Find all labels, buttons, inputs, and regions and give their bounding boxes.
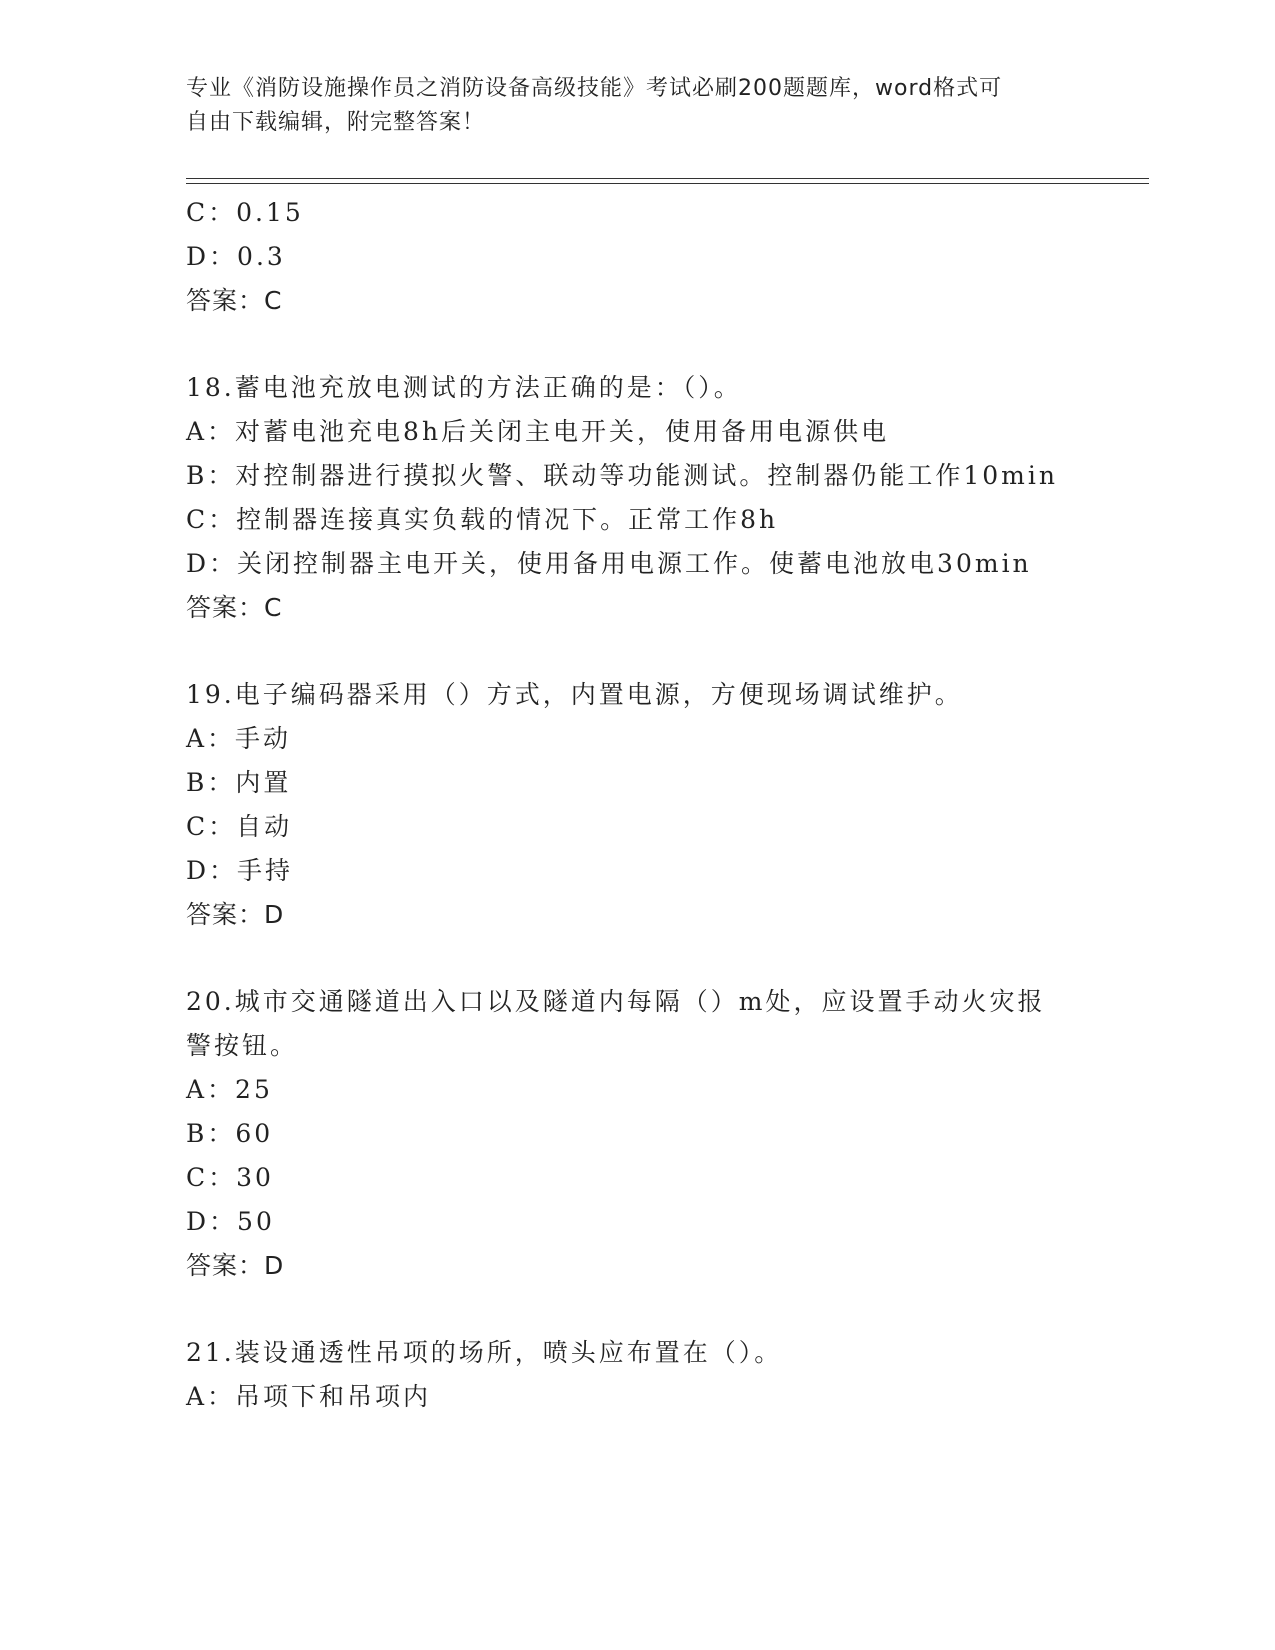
answer-prev: 答案：C [186, 286, 283, 315]
q20-answer: 答案：D [186, 1251, 285, 1280]
q19-option-d: D：手持 [186, 856, 294, 885]
header-divider-bottom [186, 183, 1149, 184]
header-line-2: 自由下载编辑，附完整答案！ [186, 110, 486, 135]
q20-option-b: B：60 [186, 1119, 274, 1148]
q20-option-c: C：30 [186, 1163, 274, 1192]
option-d-prev: D：0.3 [186, 242, 286, 271]
question-19: 19.电子编码器采用（）方式，内置电源，方便现场调试维护。 [186, 680, 963, 709]
q19-option-a: A：手动 [186, 724, 292, 753]
option-c-prev: C：0.15 [186, 198, 304, 227]
q18-answer: 答案：C [186, 593, 283, 622]
q19-answer: 答案：D [186, 900, 285, 929]
q21-option-a: A：吊项下和吊项内 [186, 1382, 432, 1411]
q19-option-c: C：自动 [186, 812, 293, 841]
q18-option-c: C：控制器连接真实负载的情况下。正常工作8h [186, 505, 779, 534]
question-21: 21.装设通透性吊项的场所，喷头应布置在（）。 [186, 1338, 783, 1367]
q20-option-d: D：50 [186, 1207, 275, 1236]
question-18: 18.蓄电池充放电测试的方法正确的是：（）。 [186, 373, 742, 402]
q19-option-b: B：内置 [186, 768, 292, 797]
q18-option-b: B：对控制器进行摸拟火警、联动等功能测试。控制器仍能工作10min [186, 461, 1058, 490]
q18-option-d: D：关闭控制器主电开关，使用备用电源工作。使蓄电池放电30min [186, 549, 1032, 578]
header-line-1: 专业《消防设施操作员之消防设备高级技能》考试必刷200题题库，word格式可 [186, 76, 1003, 101]
question-20-cont: 警按钮。 [186, 1031, 299, 1060]
question-20: 20.城市交通隧道出入口以及隧道内每隔（）m处，应设置手动火灾报 [186, 987, 1046, 1016]
q18-option-a: A：对蓄电池充电8h后关闭主电开关，使用备用电源供电 [186, 417, 890, 446]
q20-option-a: A：25 [186, 1075, 273, 1104]
header-divider-top [186, 178, 1149, 179]
document-header [186, 72, 1066, 140]
